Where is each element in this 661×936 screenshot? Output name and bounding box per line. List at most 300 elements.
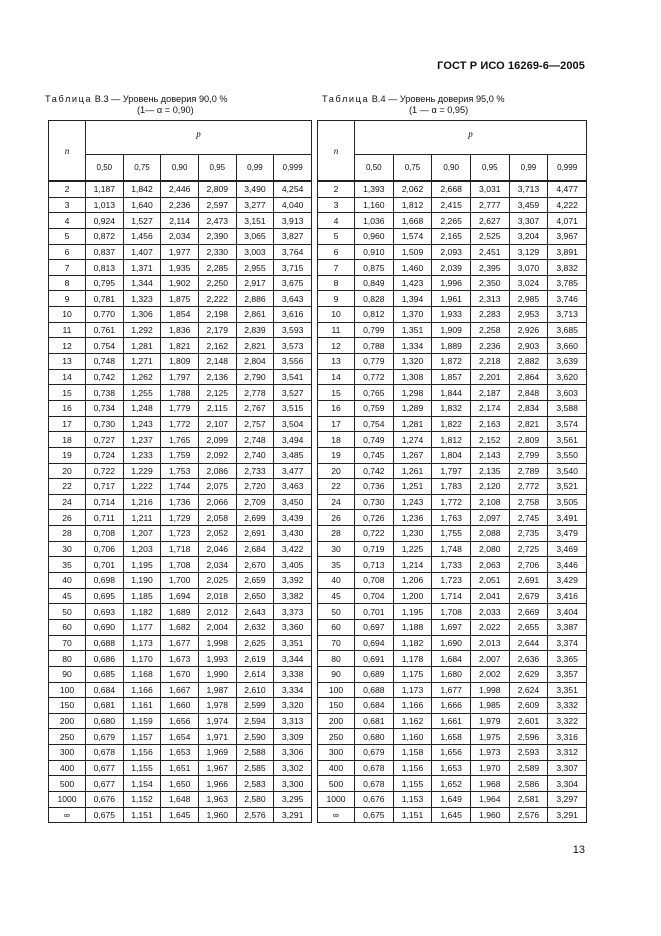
table-row [49, 291, 312, 307]
value-cell: 2,596 [509, 729, 548, 745]
table-b3 [48, 120, 312, 823]
value-cell: 3,351 [274, 635, 312, 651]
value-cell: 1,842 [123, 181, 161, 197]
value-cell: 1,666 [432, 698, 471, 714]
n-cell: 8 [49, 275, 86, 291]
value-cell: 0,754 [355, 416, 394, 432]
value-cell: 2,601 [509, 713, 548, 729]
table-row [318, 698, 587, 714]
value-cell: 1,744 [161, 479, 199, 495]
value-cell: 1,292 [123, 322, 161, 338]
value-cell: 0,688 [355, 682, 394, 698]
value-cell: 1,960 [198, 807, 236, 823]
n-cell: 300 [49, 745, 86, 761]
value-cell: 1,656 [432, 745, 471, 761]
value-cell: 0,711 [86, 510, 124, 526]
value-cell: 2,330 [198, 244, 236, 260]
value-cell: 0,676 [86, 791, 124, 807]
table-row [49, 354, 312, 370]
n-cell: 3 [49, 197, 86, 213]
value-cell: 1,574 [393, 228, 432, 244]
value-cell: 2,669 [509, 604, 548, 620]
value-cell: 2,585 [236, 760, 274, 776]
value-cell: 3,746 [548, 291, 587, 307]
table-row [318, 369, 587, 385]
value-cell: 0,713 [355, 557, 394, 573]
value-cell: 3,479 [548, 526, 587, 542]
value-cell: 3,675 [274, 275, 312, 291]
value-cell: 0,676 [355, 791, 394, 807]
value-cell: 1,748 [432, 541, 471, 557]
page-number: 13 [572, 844, 585, 856]
value-cell: 2,709 [236, 494, 274, 510]
value-cell: 2,706 [509, 557, 548, 573]
value-cell: 3,616 [274, 307, 312, 323]
table-row [318, 573, 587, 589]
n-cell: 70 [318, 635, 355, 651]
value-cell: 2,022 [470, 619, 509, 635]
value-cell: 2,187 [470, 385, 509, 401]
value-cell: 4,222 [548, 197, 587, 213]
value-cell: 1,225 [393, 541, 432, 557]
table-row [318, 745, 587, 761]
p-column-header: 0,99 [509, 155, 548, 182]
value-cell: 2,313 [470, 291, 509, 307]
n-cell: 20 [49, 463, 86, 479]
value-cell: 2,864 [509, 369, 548, 385]
value-cell: 1,987 [198, 682, 236, 698]
value-cell: 2,250 [198, 275, 236, 291]
value-cell: 2,162 [198, 338, 236, 354]
table-row [49, 322, 312, 338]
value-cell: 0,736 [355, 479, 394, 495]
table-row [49, 385, 312, 401]
n-cell: 22 [318, 479, 355, 495]
table-row [318, 494, 587, 510]
table-row [49, 526, 312, 542]
value-cell: 1,344 [123, 275, 161, 291]
table-row [318, 760, 587, 776]
value-cell: 1,306 [123, 307, 161, 323]
n-cell: 400 [318, 760, 355, 776]
value-cell: 0,730 [86, 416, 124, 432]
value-cell: 1,206 [393, 573, 432, 589]
value-cell: 1,308 [393, 369, 432, 385]
value-cell: 1,857 [432, 369, 471, 385]
value-cell: 0,714 [86, 494, 124, 510]
value-cell: 1,233 [123, 447, 161, 463]
value-cell: 1,968 [470, 776, 509, 792]
n-cell: 250 [318, 729, 355, 745]
value-cell: 1,320 [393, 354, 432, 370]
value-cell: 2,018 [198, 588, 236, 604]
value-cell: 0,724 [86, 447, 124, 463]
value-cell: 0,738 [86, 385, 124, 401]
value-cell: 2,614 [236, 666, 274, 682]
value-cell: 1,370 [393, 307, 432, 323]
table-b4-caption [322, 94, 505, 116]
n-cell: 9 [49, 291, 86, 307]
value-cell: 1,772 [432, 494, 471, 510]
table-row [49, 588, 312, 604]
value-cell: 1,334 [393, 338, 432, 354]
value-cell: 2,114 [161, 213, 199, 229]
value-cell: 1,155 [123, 760, 161, 776]
value-cell: 3,832 [548, 260, 587, 276]
value-cell: 1,797 [161, 369, 199, 385]
value-cell: 3,521 [548, 479, 587, 495]
value-cell: 1,527 [123, 213, 161, 229]
value-cell: 1,889 [432, 338, 471, 354]
value-cell: 2,926 [509, 322, 548, 338]
value-cell: 3,494 [274, 432, 312, 448]
value-cell: 1,216 [123, 494, 161, 510]
value-cell: 2,136 [198, 369, 236, 385]
value-cell: 3,643 [274, 291, 312, 307]
value-cell: 2,610 [236, 682, 274, 698]
value-cell: 2,063 [470, 557, 509, 573]
value-cell: 2,903 [509, 338, 548, 354]
table-row [49, 541, 312, 557]
n-header: n [49, 121, 86, 182]
value-cell: 1,187 [86, 181, 124, 197]
value-cell: 1,872 [432, 354, 471, 370]
n-cell: 12 [318, 338, 355, 354]
table-row [49, 651, 312, 667]
table-row [318, 651, 587, 667]
value-cell: 1,700 [161, 573, 199, 589]
value-cell: 1,832 [432, 400, 471, 416]
table-row [49, 698, 312, 714]
value-cell: 2,051 [470, 573, 509, 589]
value-cell: 2,725 [509, 541, 548, 557]
value-cell: 2,636 [509, 651, 548, 667]
value-cell: 1,854 [161, 307, 199, 323]
value-cell: 1,170 [123, 651, 161, 667]
n-cell: 7 [318, 260, 355, 276]
table-row [49, 432, 312, 448]
value-cell: 0,719 [355, 541, 394, 557]
table-row [318, 275, 587, 291]
table-row [318, 713, 587, 729]
value-cell: 2,684 [236, 541, 274, 557]
value-cell: 2,789 [509, 463, 548, 479]
value-cell: 1,423 [393, 275, 432, 291]
value-cell: 1,729 [161, 510, 199, 526]
value-cell: 1,393 [355, 181, 394, 197]
value-cell: 0,730 [355, 494, 394, 510]
value-cell: 0,745 [355, 447, 394, 463]
value-cell: 1,985 [470, 698, 509, 714]
value-cell: 2,092 [198, 447, 236, 463]
value-cell: 3,031 [470, 181, 509, 197]
value-cell: 2,588 [236, 745, 274, 761]
table-row [49, 400, 312, 416]
value-cell: 2,218 [470, 354, 509, 370]
value-cell: 2,804 [236, 354, 274, 370]
value-cell: 0,749 [355, 432, 394, 448]
n-cell: 1000 [49, 791, 86, 807]
value-cell: 0,675 [355, 807, 394, 823]
value-cell: 1,160 [393, 729, 432, 745]
n-cell: 16 [49, 400, 86, 416]
value-cell: 1,262 [123, 369, 161, 385]
value-cell: 1,733 [432, 557, 471, 573]
value-cell: 2,080 [470, 541, 509, 557]
value-cell: 2,758 [509, 494, 548, 510]
n-cell: 8 [318, 275, 355, 291]
value-cell: 3,291 [274, 807, 312, 823]
value-cell: 0,694 [355, 635, 394, 651]
value-cell: 0,779 [355, 354, 394, 370]
table-row [318, 791, 587, 807]
value-cell: 2,201 [470, 369, 509, 385]
value-cell: 0,788 [355, 338, 394, 354]
value-cell: 1,822 [432, 416, 471, 432]
value-cell: 1,274 [393, 432, 432, 448]
value-cell: 1,964 [470, 791, 509, 807]
value-cell: 2,748 [236, 432, 274, 448]
table-row [49, 447, 312, 463]
n-cell: 2 [49, 181, 86, 197]
n-cell: 18 [318, 432, 355, 448]
value-cell: 2,013 [470, 635, 509, 651]
table-row [49, 776, 312, 792]
value-cell: 1,155 [393, 776, 432, 792]
table-row [49, 197, 312, 213]
value-cell: 2,066 [198, 494, 236, 510]
value-cell: 2,917 [236, 275, 274, 291]
table-row [49, 573, 312, 589]
value-cell: 0,812 [355, 307, 394, 323]
table-row [49, 604, 312, 620]
value-cell: 1,267 [393, 447, 432, 463]
caption-confidence: (1 — α = 0,95) [409, 105, 469, 115]
value-cell: 2,143 [470, 447, 509, 463]
value-cell: 1,200 [393, 588, 432, 604]
value-cell: 1,718 [161, 541, 199, 557]
table-row [318, 526, 587, 542]
value-cell: 1,970 [470, 760, 509, 776]
value-cell: 2,088 [470, 526, 509, 542]
value-cell: 3,003 [236, 244, 274, 260]
value-cell: 3,322 [548, 713, 587, 729]
value-cell: 1,649 [432, 791, 471, 807]
n-cell: 13 [49, 354, 86, 370]
n-cell: 4 [49, 213, 86, 229]
value-cell: 0,765 [355, 385, 394, 401]
value-cell: 2,834 [509, 400, 548, 416]
value-cell: 3,764 [274, 244, 312, 260]
value-cell: 2,650 [236, 588, 274, 604]
n-cell: 26 [49, 510, 86, 526]
value-cell: 1,660 [161, 698, 199, 714]
n-cell: 5 [49, 228, 86, 244]
value-cell: 0,924 [86, 213, 124, 229]
value-cell: 1,214 [393, 557, 432, 573]
n-cell: 10 [49, 307, 86, 323]
value-cell: 2,809 [198, 181, 236, 197]
value-cell: 0,678 [86, 745, 124, 761]
value-cell: 0,679 [86, 729, 124, 745]
n-cell: 15 [318, 385, 355, 401]
value-cell: 1,159 [123, 713, 161, 729]
value-cell: 0,689 [355, 666, 394, 682]
value-cell: 1,173 [123, 635, 161, 651]
value-cell: 1,243 [393, 494, 432, 510]
table-row [318, 463, 587, 479]
n-cell: 28 [49, 526, 86, 542]
value-cell: 1,162 [393, 713, 432, 729]
value-cell: 0,754 [86, 338, 124, 354]
value-cell: 3,070 [509, 260, 548, 276]
value-cell: 2,236 [470, 338, 509, 354]
table-row [318, 338, 587, 354]
value-cell: 0,795 [86, 275, 124, 291]
value-cell: 1,694 [161, 588, 199, 604]
value-cell: 1,153 [393, 791, 432, 807]
table-row [318, 244, 587, 260]
n-cell: 15 [49, 385, 86, 401]
value-cell: 1,966 [198, 776, 236, 792]
value-cell: 3,593 [274, 322, 312, 338]
value-cell: 1,151 [123, 807, 161, 823]
table-row [49, 745, 312, 761]
value-cell: 1,690 [432, 635, 471, 651]
value-cell: 2,058 [198, 510, 236, 526]
value-cell: 1,973 [470, 745, 509, 761]
value-cell: 1,812 [393, 197, 432, 213]
value-cell: 3,338 [274, 666, 312, 682]
value-cell: 0,742 [86, 369, 124, 385]
value-cell: 2,093 [432, 244, 471, 260]
value-cell: 1,998 [470, 682, 509, 698]
value-cell: 1,670 [161, 666, 199, 682]
n-cell: 40 [318, 573, 355, 589]
value-cell: 1,804 [432, 447, 471, 463]
value-cell: 2,619 [236, 651, 274, 667]
value-cell: 1,640 [123, 197, 161, 213]
value-cell: 3,573 [274, 338, 312, 354]
value-cell: 0,772 [355, 369, 394, 385]
n-cell: 500 [318, 776, 355, 792]
value-cell: 3,540 [548, 463, 587, 479]
n-cell: 11 [49, 322, 86, 338]
value-cell: 0,828 [355, 291, 394, 307]
value-cell: 1,182 [123, 604, 161, 620]
value-cell: 1,173 [393, 682, 432, 698]
value-cell: 2,735 [509, 526, 548, 542]
value-cell: 3,715 [274, 260, 312, 276]
value-cell: 2,590 [236, 729, 274, 745]
value-cell: 2,152 [470, 432, 509, 448]
value-cell: 2,643 [236, 604, 274, 620]
value-cell: 0,680 [355, 729, 394, 745]
value-cell: 3,309 [274, 729, 312, 745]
value-cell: 3,785 [548, 275, 587, 291]
value-cell: 1,652 [432, 776, 471, 792]
n-cell: 1000 [318, 791, 355, 807]
value-cell: 1,298 [393, 385, 432, 401]
n-cell: 7 [49, 260, 86, 276]
table-row [49, 181, 312, 197]
value-cell: 3,129 [509, 244, 548, 260]
value-cell: 1,243 [123, 416, 161, 432]
value-cell: 3,416 [548, 588, 587, 604]
table-b4 [317, 120, 587, 823]
n-cell: 9 [318, 291, 355, 307]
value-cell: 3,469 [548, 541, 587, 557]
value-cell: 1,967 [198, 760, 236, 776]
value-cell: 3,365 [548, 651, 587, 667]
n-cell: 19 [49, 447, 86, 463]
table-row [49, 416, 312, 432]
value-cell: 1,697 [432, 619, 471, 635]
value-cell: 2,733 [236, 463, 274, 479]
value-cell: 1,788 [161, 385, 199, 401]
table-row [318, 213, 587, 229]
value-cell: 1,230 [393, 526, 432, 542]
value-cell: 2,839 [236, 322, 274, 338]
value-cell: 0,960 [355, 228, 394, 244]
value-cell: 0,799 [355, 322, 394, 338]
value-cell: 0,701 [355, 604, 394, 620]
table-row [318, 228, 587, 244]
value-cell: 0,701 [86, 557, 124, 573]
value-cell: 2,034 [161, 228, 199, 244]
value-cell: 0,675 [86, 807, 124, 823]
value-cell: 3,463 [274, 479, 312, 495]
n-cell: 17 [49, 416, 86, 432]
value-cell: 1,509 [393, 244, 432, 260]
value-cell: 1,812 [432, 432, 471, 448]
value-cell: 1,759 [161, 447, 199, 463]
p-column-header: 0,75 [393, 155, 432, 182]
value-cell: 0,813 [86, 260, 124, 276]
table-b3-caption [45, 94, 228, 116]
p-header: p [355, 121, 587, 155]
value-cell: 1,160 [355, 197, 394, 213]
value-cell: 1,935 [161, 260, 199, 276]
value-cell: 1,651 [161, 760, 199, 776]
n-cell: 16 [318, 400, 355, 416]
value-cell: 1,351 [393, 322, 432, 338]
table-row [318, 588, 587, 604]
value-cell: 1,151 [393, 807, 432, 823]
value-cell: 3,351 [548, 682, 587, 698]
n-cell: ∞ [49, 807, 86, 823]
table-row [49, 244, 312, 260]
value-cell: 3,446 [548, 557, 587, 573]
value-cell: 0,734 [86, 400, 124, 416]
n-cell: 24 [49, 494, 86, 510]
value-cell: 0,770 [86, 307, 124, 323]
value-cell: 3,967 [548, 228, 587, 244]
value-cell: 3,556 [274, 354, 312, 370]
n-cell: 11 [318, 322, 355, 338]
value-cell: 2,757 [236, 416, 274, 432]
value-cell: 1,188 [393, 619, 432, 635]
value-cell: 1,723 [432, 573, 471, 589]
value-cell: 1,658 [432, 729, 471, 745]
value-cell: 3,065 [236, 228, 274, 244]
value-cell: 1,755 [432, 526, 471, 542]
value-cell: 1,763 [432, 510, 471, 526]
value-cell: 3,277 [236, 197, 274, 213]
value-cell: 0,722 [355, 526, 394, 542]
n-cell: 5 [318, 228, 355, 244]
value-cell: 0,681 [86, 698, 124, 714]
